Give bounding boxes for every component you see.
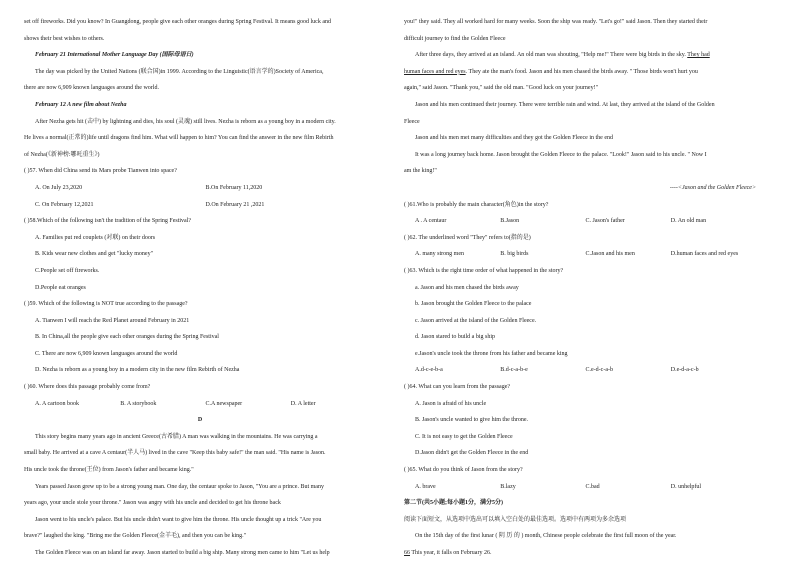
passage-line: The day was picked by the United Nations (联合国)in 1999. According to the Linguistic(语言学的)Society of America, — [35, 68, 324, 75]
passage-line: It was a long journey back home. Jason brought the Golden Fleece to the palace. "Look!" Jason said to his uncle. " Now I — [415, 151, 707, 158]
passage-line: of Nezha(《新神榜:哪吒重生》) — [24, 151, 100, 158]
passage-line: small baby. He arrived at a cave A centaur(半人马) lived in the cave "Keep this baby safe!" the man said. "His name is Jason. — [24, 450, 326, 457]
instructions: 阅读下面短文，从选项中选出可以填入空白处的最佳选项。选项中有两项为多余选项 — [404, 516, 627, 523]
option-60d: D. A letter — [290, 400, 316, 407]
option-61a: A . A centaur — [415, 218, 447, 225]
section-heading: February 12 A new film about Nezha — [35, 101, 127, 108]
question-58: ( )58.Which of the following isn't the tradition of the Spring Festival? — [24, 218, 192, 225]
blank-66: 66 — [404, 550, 410, 556]
option-64a: A. Jason is afraid of his uncle — [415, 400, 487, 407]
options-60 — [24, 396, 376, 413]
text-segment: . They ate the man's food. Jason and his men chased the birds away. " Those birds won't hurt you — [465, 68, 698, 75]
option-58b: B. Kids wear new clothes and get "lucky money" — [35, 251, 154, 258]
question-57: ( )57. When did China send its Mars probe Tianwen into space? — [24, 168, 177, 175]
options-61 — [404, 213, 756, 230]
option-62d: D.human faces and red eyes — [670, 251, 739, 258]
option-65a: A. brave — [415, 483, 436, 490]
options-62 — [404, 246, 756, 263]
question-59: ( )59. Which of the following is NOT true according to the passage? — [24, 301, 188, 308]
option-63d: D.e-d-a-c-b — [670, 367, 699, 374]
option-65b: B.lazy — [500, 483, 516, 490]
passage-line: Fleece — [404, 118, 420, 125]
option-60b: B. A storybook — [120, 400, 157, 407]
passage-line — [404, 545, 756, 562]
section-letter: D — [197, 417, 203, 424]
option-61d: D. An old man — [670, 218, 707, 225]
passage-line — [404, 64, 756, 81]
event-a: a. Jason and his men chased the birds away — [415, 284, 519, 291]
option-57a: A. On July 23,2020 — [35, 184, 83, 191]
option-57d: D.On February 21 ,2021 — [205, 201, 265, 208]
question-64: ( )64. What can you learn from the passage? — [404, 384, 511, 391]
passage-line: Jason went to his uncle's palace. But his uncle didn't want to give him the throne. His uncle thought up a trick "Are you — [35, 516, 322, 523]
passage-line: His uncle took the throne(王位) from Jason's father and became king." — [24, 467, 194, 474]
option-61c: C. Jason's father — [585, 218, 625, 225]
passage-line: Years passed Jason grew up to be a strong young man. One day, the centaur spoke to Jason, "You are a prince. But many — [35, 483, 324, 490]
option-58a: A. Families put red couplets (对联) on their doors — [35, 234, 156, 241]
question-62: ( )62. The underlined word "They" refers to(指的是) — [404, 234, 531, 241]
question-61: ( )61.Who is probably the main character(角色)in the story? — [404, 201, 549, 208]
passage-line: set off fireworks. Did you know? In Guangdong, people give each other oranges during Spring Festival. It means good luck and — [24, 19, 331, 25]
passage-line: After Nezha gets hit (击中) by lightning and dies, his soul (灵魂) still lives. Nezha is reborn as a young boy in a modern city. — [35, 118, 336, 125]
option-64b: B. Jason's uncle wanted to give him the throne. — [415, 417, 529, 424]
underlined-phrase: human faces and red eyes — [404, 68, 466, 75]
option-57b: B.On February 11,2020 — [205, 184, 263, 191]
passage-line: there are now 6,909 known languages around the world. — [24, 85, 159, 92]
option-58d: D.People eat oranges — [35, 284, 86, 291]
option-59b: B. In China,all the people give each other oranges during the Spring Festival — [35, 334, 219, 341]
passage-line — [404, 47, 756, 64]
options-63 — [404, 362, 756, 379]
underlined-word: They had — [687, 52, 710, 59]
option-59c: C. There are now 6,909 known languages around the world — [35, 350, 178, 357]
event-d: d. Jason stared to build a big ship — [415, 334, 495, 341]
passage-line: am the king!" — [404, 168, 437, 175]
option-57c: C. On February 12,2021 — [35, 201, 94, 208]
source-credit: ----<Jason and the Golden Fleece> — [669, 184, 756, 191]
event-e: e.Jason's uncle took the throne from his father and became king — [415, 350, 568, 357]
option-60a: A. A cartoon book — [35, 400, 79, 407]
options-65 — [404, 479, 756, 496]
passage-line: The Golden Fleece was on an island far away. Jason started to build a big ship. Many strong men came to him "Let us help — [35, 550, 330, 556]
option-62c: C.Jason and his men — [585, 251, 635, 258]
question-63: ( )63. Which is the right time order of what happened in the story? — [404, 267, 564, 274]
option-63b: B.d-c-a-b-e — [500, 367, 528, 374]
options-57-row1 — [24, 180, 376, 197]
option-60c: C.A newspaper — [205, 400, 243, 407]
passage-line: This story begins many years ago in ancient Greece(古希腊) A man was walking in the mountains. He was carrying a — [35, 433, 318, 440]
passage-line: Jason and his men continued their journey. There were terrible rain and wind. At last, they arrived at the island of the Golden — [415, 101, 715, 108]
event-c: c. Jason arrived at the island of the Golden Fleece. — [415, 317, 537, 324]
option-61b: B.Jason — [500, 218, 520, 225]
section-heading: February 21 International Mother Language Day (国际母语日) — [35, 52, 194, 59]
option-64d: D.Jason didn't get the Golden Fleece in the end — [415, 450, 529, 457]
text-segment: This year, it falls on February 26. — [410, 550, 492, 556]
option-64c: C. It is not easy to get the Golden Fleece — [415, 433, 513, 440]
right-column — [404, 14, 756, 562]
option-62a: A. many strong men — [415, 251, 464, 258]
passage-line: years ago, your uncle stole your throne." Jason was angry with his uncle and decided to get his throne back — [24, 500, 281, 507]
passage-line: you!" they said. They all worked hard for many weeks. Soon the ship was ready. "Let's go!" said Jason. Then they started their — [404, 19, 708, 25]
passage-line: again," said Jason. "Thank you," said the old man. "Good luck on your journey!" — [404, 85, 599, 92]
question-65: ( )65. What do you think of Jason from the story? — [404, 467, 523, 474]
passage-line: shows their best wishes to others. — [24, 35, 105, 42]
left-column — [24, 14, 376, 562]
passage-line: difficult journey to find the Golden Fleece — [404, 35, 506, 42]
text-segment: After three days, they arrived at an island. An old man was shouting, "Help me!" There were big birds in the sky. — [415, 52, 688, 59]
section-two-heading: 第二节(共5小题;每小题1分，满分5分) — [404, 500, 503, 507]
option-59d: D. Nezha is reborn as a young boy in a modern city in the new film Rebirth of Nezha — [35, 367, 240, 374]
options-57-row2 — [24, 197, 376, 214]
passage-line: He lives a normal(正常的)life until dragons find him. What will happen to him? You can find the answer in the new film Rebirth — [24, 135, 334, 142]
passage-line: On the 15th day of the first lunar ( 阴 历 的 ) month, Chinese people celebrate the first full moon of the year. — [415, 533, 677, 540]
passage-line: brave?" laughed the king. "Bring me the Golden Fleece(金羊毛), and then you can be king." — [24, 533, 247, 540]
option-65d: D. unhelpful — [670, 483, 702, 490]
passage-line: Jason and his men met many difficulties and they got the Golden Fleece in the end — [415, 135, 614, 142]
option-58c: C.People set off fireworks. — [35, 267, 100, 274]
option-63a: A.d-c-e-b-a — [415, 367, 443, 374]
option-62b: B. big birds — [500, 251, 529, 258]
event-b: b. Jason brought the Golden Fleece to the palace — [415, 301, 532, 308]
option-59a: A. Tianwen I will reach the Red Planet around February in 2021 — [35, 317, 190, 324]
option-65c: C.bad — [585, 483, 600, 490]
question-60: ( )60. Where does this passage probably come from? — [24, 384, 151, 391]
option-63c: C.e-d-c-a-b — [585, 367, 613, 374]
